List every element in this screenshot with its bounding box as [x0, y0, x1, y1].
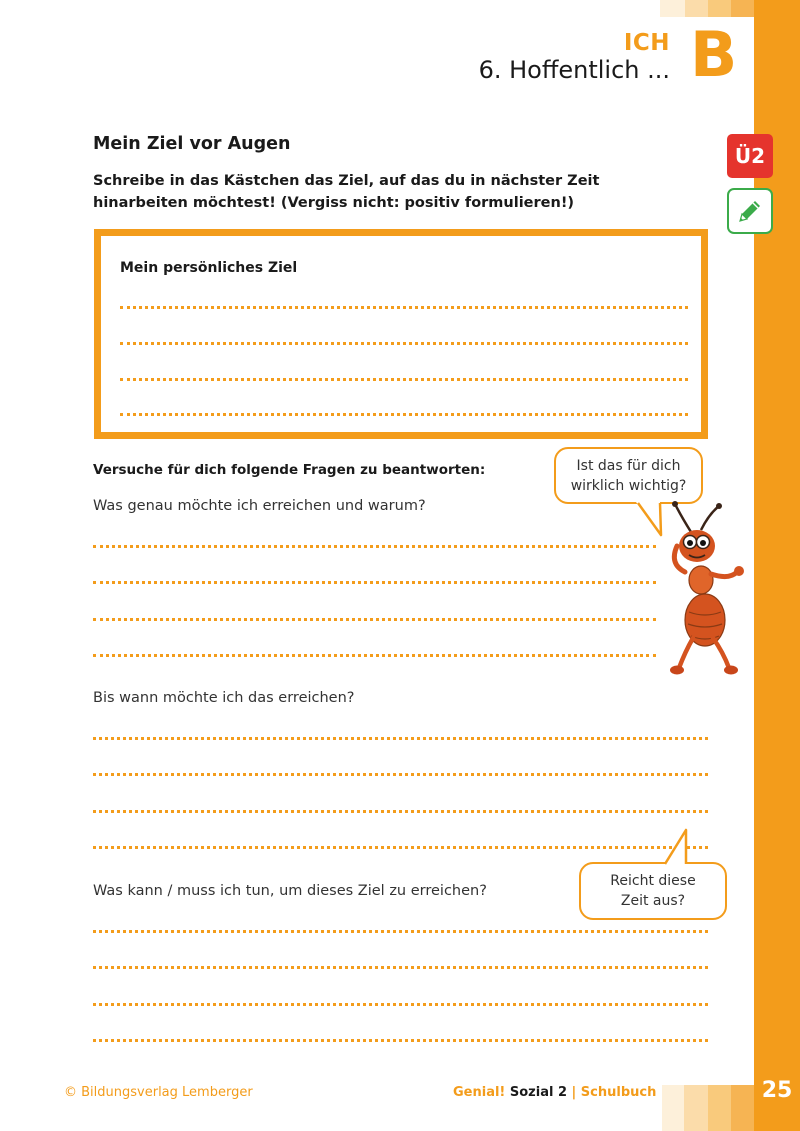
answer-line-q1[interactable] [93, 581, 656, 584]
answer-line-q3[interactable] [93, 930, 708, 933]
answer-line-q2[interactable] [93, 773, 708, 776]
answer-line-q3[interactable] [93, 966, 708, 969]
answer-line-q3[interactable] [93, 1003, 708, 1006]
pencil-icon [734, 195, 766, 227]
question-2: Bis wann möchte ich das erreichen? [93, 690, 355, 706]
goal-write-line[interactable] [120, 413, 688, 416]
chapter-letter: B [690, 18, 738, 91]
answer-line-q2[interactable] [93, 810, 708, 813]
goal-box [94, 229, 708, 439]
speech-bubble-bottom [579, 862, 727, 920]
answer-line-q1[interactable] [93, 618, 656, 621]
instruction-text: Schreibe in das Kästchen das Ziel, auf das du in nächster Zeit hinarbeiten möchtest! (Vergiss nicht: positiv formulieren!) [93, 173, 600, 211]
question-1: Was genau möchte ich erreichen und warum? [93, 498, 426, 514]
ant-mascot-illustration [655, 500, 747, 678]
answer-line-q2[interactable] [93, 846, 708, 849]
bubble-bottom-line2: Zeit aus? [620, 893, 686, 909]
questions-heading: Versuche für dich folgende Fragen zu beantworten: [93, 462, 486, 478]
answer-line-q2[interactable] [93, 737, 708, 740]
section-heading: Mein Ziel vor Augen [93, 134, 291, 154]
speech-bubble-bottom-tail [660, 826, 700, 866]
footer-book-title [453, 1085, 656, 1100]
goal-write-line[interactable] [120, 342, 688, 345]
goal-write-line[interactable] [120, 306, 688, 309]
bubble-top-line1: Ist das für dich [576, 457, 681, 474]
footer-book-genial: Genial! [453, 1085, 506, 1100]
answer-line-q1[interactable] [93, 545, 656, 548]
footer-copyright: © Bildungsverlag Lemberger [64, 1085, 253, 1100]
goal-write-line[interactable] [120, 378, 688, 381]
chapter-title: 6. Hoffentlich ... [478, 56, 670, 84]
footer-book-separator: | [571, 1085, 577, 1100]
speech-bubble-top [554, 447, 703, 504]
chapter-label: ICH [623, 30, 670, 56]
answer-line-q1[interactable] [93, 654, 656, 657]
footer-book-name: Sozial 2 [505, 1085, 572, 1100]
page-number: 25 [761, 1078, 793, 1103]
bubble-top-line2: wirklich wichtig? [570, 477, 687, 494]
bubble-bottom-line1: Reicht diese [610, 873, 696, 889]
question-3: Was kann / muss ich tun, um dieses Ziel zu erreichen? [93, 883, 487, 899]
goal-box-title: Mein persönliches Ziel [120, 260, 298, 276]
exercise-badge: Ü2 [727, 134, 773, 178]
top-stripe-decoration [660, 0, 754, 17]
pencil-badge [727, 188, 773, 234]
answer-line-q3[interactable] [93, 1039, 708, 1042]
footer-book-type: Schulbuch [576, 1085, 657, 1100]
bottom-stripe-decoration [662, 1085, 754, 1131]
